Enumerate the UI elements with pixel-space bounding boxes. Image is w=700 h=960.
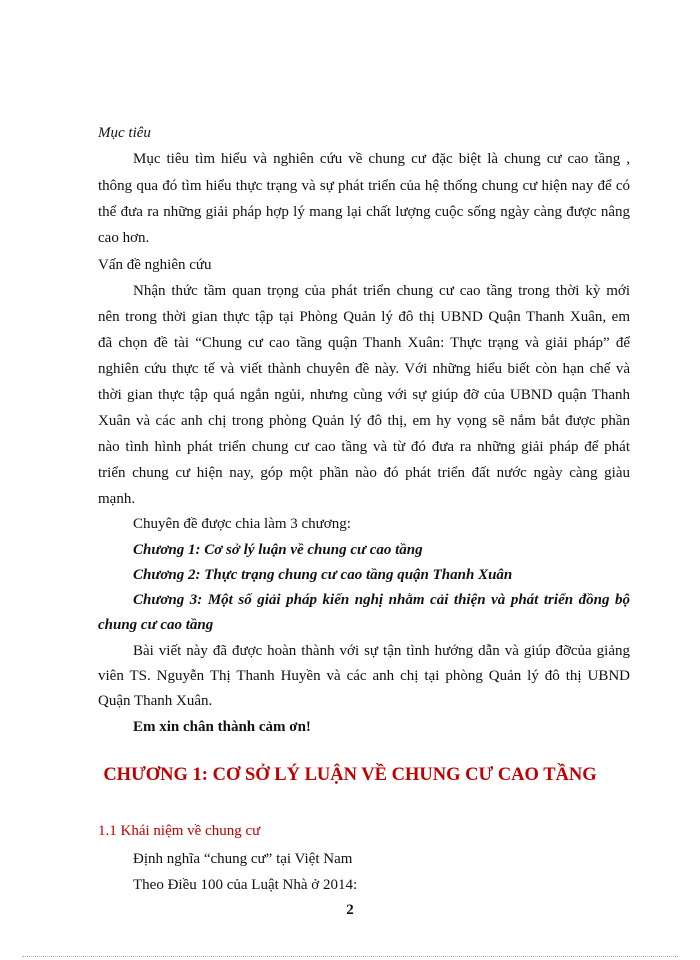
paragraph-line: cao hơn. (98, 230, 150, 246)
acknowledgement-line: Quận Thanh Xuân. (98, 693, 213, 709)
subsection-title: 1.1 Khái niệm về chung cư (98, 823, 261, 839)
page-number: 2 (346, 902, 354, 918)
paragraph-line: nên trong thời gian thực tập tại Phòng Quản lý đô thị UBND Quận Thanh Xuân, em (98, 309, 630, 325)
section-objective-title: Mục tiêu (98, 125, 151, 141)
paragraph-line: Mục tiêu tìm hiểu và nghiên cứu về chung cư đặc biệt là chung cư cao tầng , (133, 151, 630, 167)
thanks-line: Em xin chân thành cảm ơn! (133, 719, 311, 735)
section-problem-title: Vấn đề nghiên cứu (98, 257, 212, 273)
paragraph-line: mạnh. (98, 491, 136, 507)
paragraph-line: triển chung cư hiện nay, góp một phần nào đó phát triển đất nước ngày càng giàu (98, 465, 630, 481)
acknowledgement-line: Bài viết này đã được hoàn thành với sự tận tình hướng dẫn và giúp đỡcủa giảng (133, 643, 630, 659)
chapters-intro: Chuyên đề được chia làm 3 chương: (133, 516, 351, 532)
chapter-item-2: Chương 2: Thực trạng chung cư cao tầng quận Thanh Xuân (133, 567, 513, 583)
page-bottom-divider (22, 956, 678, 957)
paragraph-line: thời gian thực tập quá ngắn ngủi, nhưng cùng với sự giúp đỡ của UBND quận Thanh (98, 387, 630, 403)
paragraph-line: đã chọn đề tài “Chung cư cao tầng quận Thanh Xuân: Thực trạng và giải pháp” để (98, 335, 630, 351)
chapter-item-3: Chương 3: Một số giải pháp kiến nghị nhằm cải thiện và phát triển đồng bộ (133, 592, 630, 608)
paragraph-line: thể đưa ra những giải pháp hợp lý mang lại chất lượng cuộc sống ngày càng được nâng (98, 204, 630, 220)
paragraph-line: Xuân và các anh chị trong phòng Quản lý đô thị, em hy vọng sẽ nắm bắt được phần (98, 413, 630, 429)
paragraph-line: Nhận thức tầm quan trọng của phát triển chung cư cao tầng trong thời kỳ mới (133, 283, 630, 299)
subsection-line: Theo Điều 100 của Luật Nhà ở 2014: (133, 877, 358, 893)
acknowledgement-line: viên TS. Nguyễn Thị Thanh Huyền và các anh chị tại phòng Quản lý đô thị UBND (98, 668, 630, 684)
paragraph-line: nghiên cứu thực tế và viết thành chuyên đề này. Với những hiểu biết còn hạn chế và (98, 361, 630, 377)
subsection-line: Định nghĩa “chung cư” tại Việt Nam (133, 851, 353, 867)
chapter-item-1: Chương 1: Cơ sở lý luận về chung cư cao tầng (133, 542, 423, 558)
paragraph-line: nào tình hình phát triển chung cư cao tầng và từ đó đưa ra những giải pháp để phát (98, 439, 630, 455)
paragraph-line: thông qua đó tìm hiểu thực trạng và sự phát triển của hệ thống chung cư hiện nay để có (98, 178, 630, 194)
chapter-item-3-cont: chung cư cao tầng (98, 617, 214, 633)
chapter-heading: CHƯƠNG 1: CƠ SỞ LÝ LUẬN VỀ CHUNG CƯ CAO TẦNG (103, 765, 597, 785)
